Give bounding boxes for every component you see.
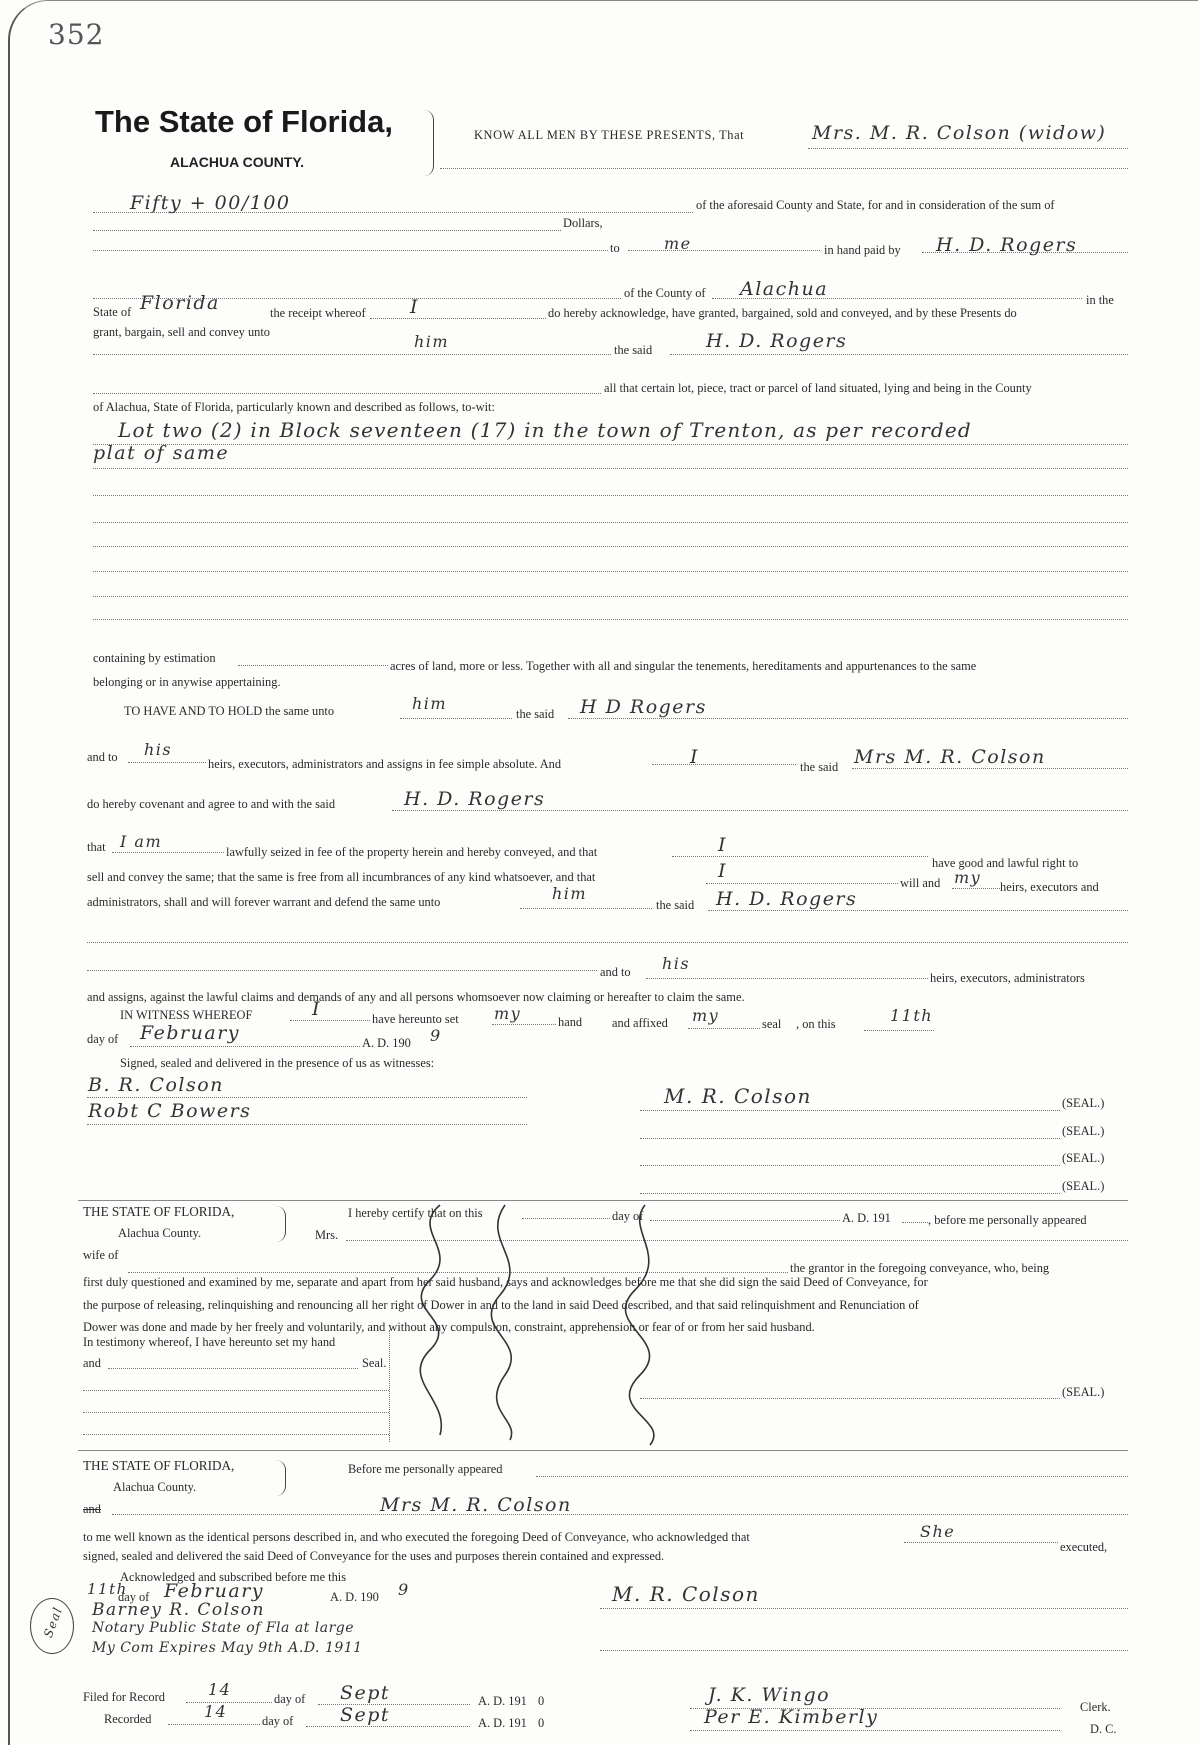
- state-name: Florida: [140, 292, 220, 314]
- ack-signature: M. R. Colson: [612, 1582, 760, 1606]
- seal-label-5: (SEAL.): [1062, 1385, 1105, 1399]
- notary-name: Barney R. Colson: [92, 1600, 265, 1620]
- to-whom: me: [664, 234, 692, 253]
- page-number: 352: [48, 18, 105, 51]
- notary-commission: My Com Expires May 9th A.D. 1911: [92, 1640, 363, 1656]
- land-description-line2: plat of same: [93, 442, 230, 464]
- county-subtitle: ALACHUA COUNTY.: [170, 154, 305, 170]
- cancellation-scribble: [400, 1200, 700, 1450]
- payer-name: H. D. Rogers: [936, 234, 1078, 256]
- header-brace: [424, 110, 434, 176]
- notary-seal-stamp: Seal: [30, 1598, 74, 1654]
- seal-label-1: (SEAL.): [1062, 1096, 1105, 1110]
- consideration-amount: Fifty + 00/100: [130, 192, 291, 214]
- county-name: Alachua: [740, 278, 829, 300]
- deputy-clerk-signature: Per E. Kimberly: [704, 1706, 879, 1728]
- notary-title: Notary Public State of Fla at large: [92, 1620, 355, 1636]
- land-description-line1: Lot two (2) in Block seventeen (17) in the town of Trenton, as per recorded: [118, 418, 972, 442]
- seal-label-3: (SEAL.): [1062, 1151, 1105, 1165]
- aforesaid-text: of the aforesaid County and State, for and in consideration of the sum of: [696, 198, 1055, 212]
- grantor-signature: M. R. Colson: [664, 1084, 812, 1108]
- clerk-signature: J. K. Wingo: [708, 1684, 831, 1706]
- deed-page: 352 The State of Florida, ALACHUA COUNTY. KNOW ALL MEN BY THESE PRESENTS, That Mrs. M. R. Colson (widow) Fifty + 00/100 of the aforesaid County and State, for and in consideration of the sum of Dollars, to me in hand paid by H. D. Rogers of the County of Alachua in the State of Florida the receipt whereof I do hereby acknowledge, have granted, bargained, sold and conveyed, and by these Presents do grant, bargain, sell and convey unto him the said H. D. Rogers all that certain lot, piece, tract or parcel of land situated, lying and being in the County of Alachua, State of Florida, particularly known and described as follows, to-wit: Lot two (2) in Block seventeen (17) in the town of Trenton, as per recorded plat of same containing by estimation acres of land, more or less. Together with all and singular the tenements, hereditaments and appurtenances to the same belonging or in anywise appertaining. TO HAVE AND TO HOLD the same unto him the said H D Rogers and to his heirs, executors, administrators and assigns in fee simple absolute. And I the said Mrs M. R. Colson do hereby covenant and agree to and with the said H. D. Rogers that I am lawfully seized in fee of the property herein and hereby conveyed, and that I have good and lawful right to sell and convey the same; that the same is free from all incumbrances of any kind whatsoever, and that I will and my heirs, executors and administrators, shall and will forever warrant and defend the same unto him the said H. D. Rogers and to his heirs, executors, administrators and assigns, against the lawful claims and demands of any and all persons whomsoever now claiming or hereafter to claim the same. IN WITNESS WHEREOF I have hereunto set my hand and affixed my seal , on this 11th day of February A. D. 190 9 Signed, sealed and delivered in the presence of us as witnesses: B. R. Colson Robt C Bowers M. R. Colson (SEAL.) (SEAL.) (SEAL.) (SEAL.) THE STATE OF FLORIDA, Alachua County. I hereby certify that on this day of A. D. 191 , before me personally appeared Mrs. wife of the grantor in the foregoing conveyance, who, being first duly questioned and examined by me, separate and apart from her said husband, says and acknowledges before me that she did sign the said Deed of Conveyance, for the purpose of releasing, relinquishing and renouncing all her right of Dower in and to the land in said Deed described, and that said relinquishment and Renunciation of Dower was done and made by her freely and voluntarily, and without any compulsion, constraint, apprehension or fear of or from her said husband. In testimony whereof, I have hereunto set my hand and Seal. (SEAL.) THE STATE OF FLORIDA, Alachua County. Before me personally appeared and Mrs M. R. Colson to me well known as the identical persons described in, and who executed the foregoing Deed of Conveyance, who acknowledged that She executed, signed, sealed and delivered the said Deed of Conveyance for the uses and purposes therein contained and expressed. Acknowledged and subscribed before me this 11th day of February A. D. 190 9 Barney R. Colson Notary Public State of Fla at large My Com Expires May 9th A.D. 1911 Seal M. R. Colson Filed for Record 14 day of Sept A. D. 191 0 J. K. Wingo Clerk. Recorded 14 day of Sept A. D. 191 0 Per E. Kimberly D. C.: [0, 0, 1200, 1745]
- seal-label-2: (SEAL.): [1062, 1124, 1105, 1138]
- seal-label-4: (SEAL.): [1062, 1179, 1105, 1193]
- witness-1: B. R. Colson: [88, 1074, 224, 1096]
- witness-2: Robt C Bowers: [88, 1100, 252, 1122]
- know-all-men: KNOW ALL MEN BY THESE PRESENTS, That: [474, 128, 745, 142]
- grantor-name: Mrs. M. R. Colson (widow): [812, 122, 1107, 144]
- document-title: The State of Florida,: [95, 104, 393, 139]
- grantee-name: H. D. Rogers: [706, 330, 848, 352]
- ack-appeared-name: Mrs M. R. Colson: [380, 1494, 572, 1516]
